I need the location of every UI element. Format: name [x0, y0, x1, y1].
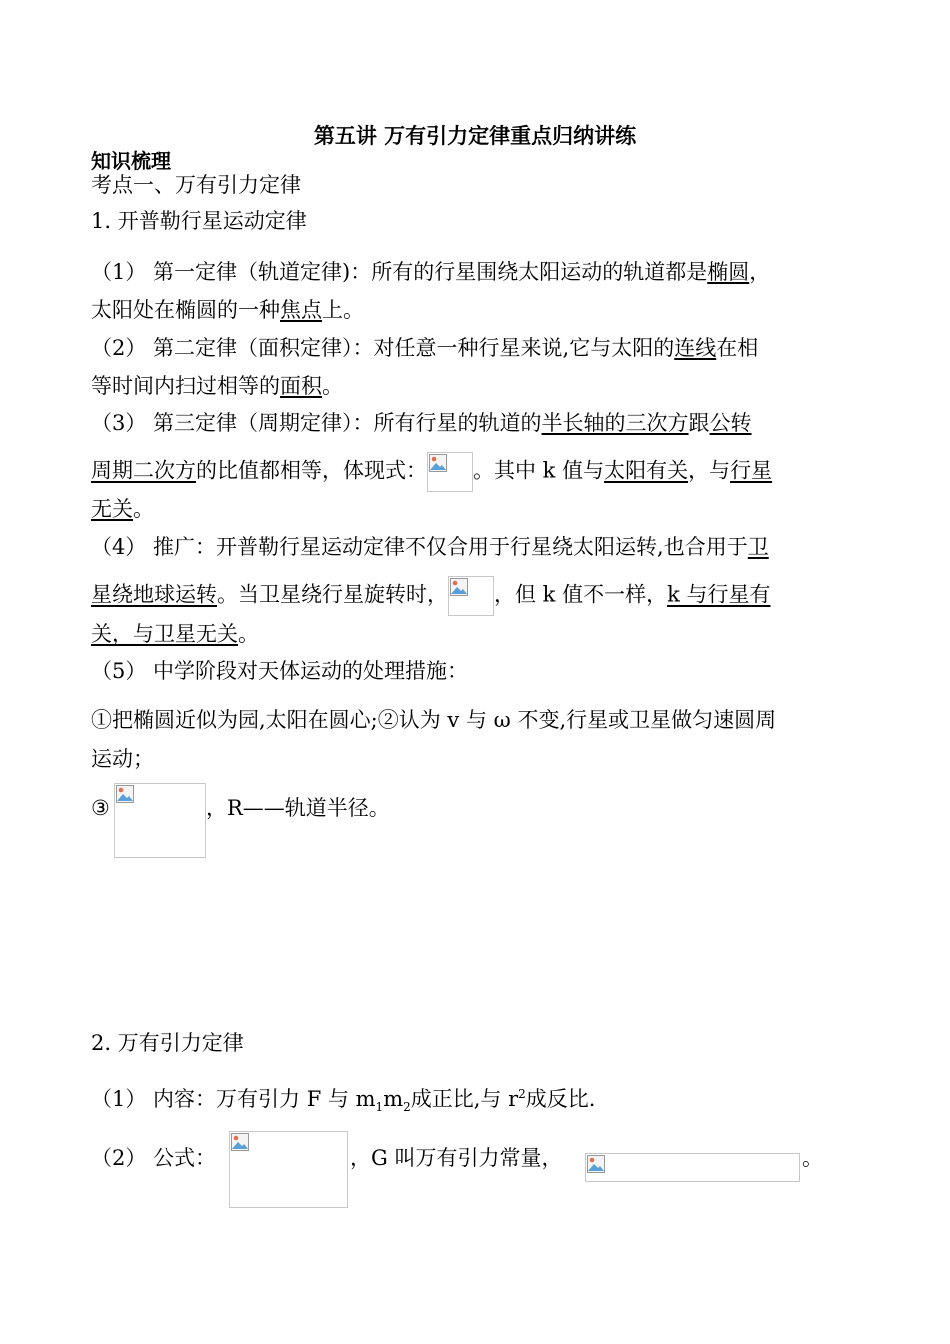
paragraph-generalization: （4） 推广：开普勒行星运动定律不仅合用于行星绕太阳运转,也合用于卫 — [91, 535, 769, 559]
blank-answer: 星绕地球运转 — [91, 582, 217, 607]
blank-answer: 连线 — [674, 336, 717, 360]
paragraph-formula-end: 。 — [802, 1146, 823, 1170]
paragraph-generalization-cont: 星绕地球运转。当卫星绕行星旋转时， ，但 k 值不一样，k 与行星有 — [91, 576, 770, 616]
constant-image — [585, 1153, 800, 1182]
paragraph-formula-three: ③ — [91, 796, 110, 820]
paragraph-approximation-cont: 运动； — [91, 747, 154, 771]
blank-answer: 太阳有关 — [604, 458, 689, 483]
section-heading: 知识梳理 — [91, 149, 171, 173]
paragraph-methods: （5） 中学阶段对天体运动的处理措施： — [91, 659, 469, 683]
blank-answer: 行星 — [730, 458, 773, 483]
paragraph-third-law-cont: 周期二次方的比值都相等，体现式： 。其中 k 值与太阳有关，与行星 — [91, 452, 772, 492]
paragraph-approximation: ①把椭圆近似为园,太阳在圆心;②认为 v 与 ω 不变,行星或卫星做匀速圆周 — [91, 708, 777, 732]
blank-answer: 焦点 — [280, 298, 322, 322]
blank-answer: 无关 — [91, 497, 133, 521]
blank-answer: 卫 — [747, 535, 769, 559]
formula-image — [427, 452, 473, 492]
paragraph-first-law-cont: 太阳处在椭圆的一种焦点上。 — [91, 298, 364, 322]
page-title: 第五讲 万有引力定律重点归纳讲练 — [313, 124, 637, 148]
broken-image-icon — [231, 1133, 249, 1151]
paragraph-first-law: （1） 第一定律（轨道定律)：所有的行星围绕太阳运动的轨道都是椭圆， — [91, 260, 771, 284]
paragraph-formula-three-text: ，R——轨道半径。 — [206, 796, 390, 820]
paragraph-formula-text: ，G 叫万有引力常量， — [350, 1146, 563, 1170]
formula-image — [229, 1131, 348, 1208]
broken-image-icon — [429, 454, 447, 472]
blank-answer: 关，与卫星无关 — [91, 622, 238, 646]
subheading-gravitation: 2. 万有引力定律 — [91, 1031, 244, 1055]
blank-answer: 面积 — [280, 374, 322, 398]
blank-answer: 周期二次方 — [91, 458, 196, 483]
paragraph-formula: （2） 公式： — [91, 1146, 217, 1170]
broken-image-icon — [587, 1155, 605, 1173]
blank-answer: 公转 — [709, 411, 752, 435]
broken-image-icon — [450, 578, 468, 596]
blank-answer: k 与行星有 — [667, 582, 771, 607]
blank-answer: 椭圆 — [707, 260, 750, 284]
subheading-kepler: 1. 开普勒行星运动定律 — [91, 209, 307, 233]
paragraph-content: （1） 内容：万有引力 F 与 $m_1m_2$成正比,与 $r^2$成反比. — [91, 1087, 596, 1115]
paragraph-second-law: （2） 第二定律（面积定律）：对任意一种行星来说,它与太阳的连线在相 — [91, 336, 759, 360]
broken-image-icon — [116, 785, 134, 803]
topic-heading: 考点一、万有引力定律 — [91, 173, 301, 197]
paragraph-generalization-end: 关，与卫星无关。 — [91, 622, 259, 646]
formula-image — [448, 576, 494, 616]
blank-answer: 半长轴的三次方 — [541, 411, 689, 435]
formula-image — [114, 783, 206, 858]
paragraph-third-law: （3） 第三定律（周期定律）：所有行星的轨道的半长轴的三次方跟公转 — [91, 411, 752, 435]
paragraph-second-law-cont: 等时间内扫过相等的面积。 — [91, 374, 343, 398]
paragraph-third-law-end: 无关。 — [91, 497, 154, 521]
